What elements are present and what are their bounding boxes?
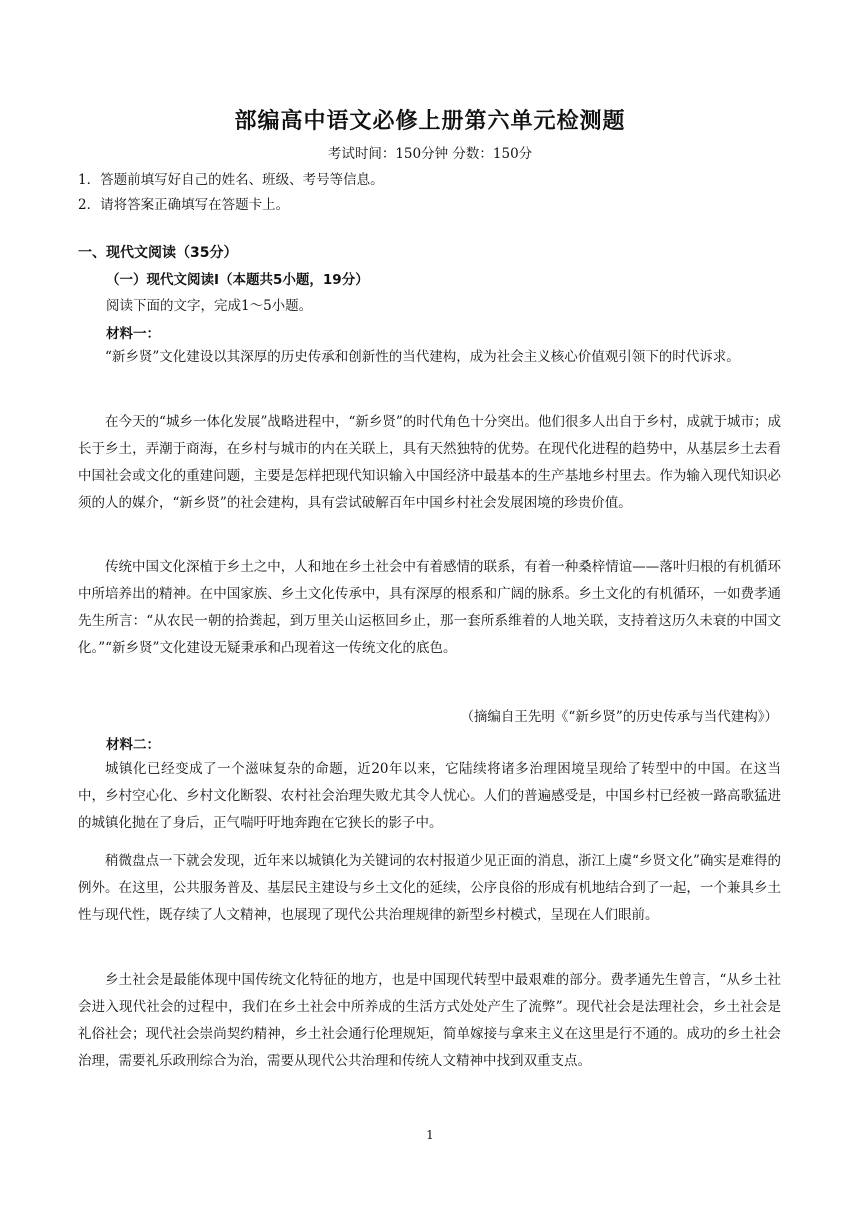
exam-info: 考试时间：150分钟 分数：150分 bbox=[327, 146, 533, 162]
material-1-paragraph: 在今天的“城乡一体化发展”战略进程中，“新乡贤”的时代角色十分突出。他们很多人出自于乡村，成就于城市；成长于乡土，弄潮于商海，在乡村与城市的内在关联上，具有天然独特的优势。在现代化进程的趋势中，从基层乡土去看中国社会或文化的重建问题，主要是怎样把现代知识输入中国经济中最基本的生产基地乡村里去。作为输入现代知识必须的人的媒介，“新乡贤”的社会建构，具有尝试破解百年中国乡村社会发展困境的珍贵价值。 bbox=[78, 414, 781, 511]
material-1-source: （摘编自王先明《“新乡贤”的历史传承与当代建构》） bbox=[460, 709, 778, 725]
material-1-label: 材料一： bbox=[106, 326, 160, 342]
material-1-paragraph: 传统中国文化深植于乡土之中，人和地在乡土社会中有着感情的联系，有着一种桑梓情谊——落叶归根的有机循环中所培养出的精神。在中国家族、乡土文化传承中，具有深厚的根系和广阔的脉系。乡土文化的有机循环，一如费孝通先生所言：“从农民一朝的拾粪起，到万里关山运柩回乡止，那一套所系维着的人地关联，支持着这历久未衰的中国文化。”“新乡贤”文化建设无疑秉承和凸现着这一传统文化的底色。 bbox=[78, 559, 781, 656]
page-number: 1 bbox=[426, 1128, 434, 1142]
instruction-note-1: 1．答题前填写好自己的姓名、班级、考号等信息。 bbox=[78, 172, 384, 188]
material-2-paragraph: 稍微盘点一下就会发现，近年来以城镇化为关键词的农村报道少见正面的消息，浙江上虞“乡贤文化”确实是难得的例外。在这里，公共服务普及、基层民主建设与乡土文化的延续，公序良俗的形成有机地结合到了一起，一个兼具乡土性与现代性，既存续了人文精神，也展现了现代公共治理规律的新型乡村模式，呈现在人们眼前。 bbox=[78, 853, 781, 923]
instruction-note-2: 2．请将答案正确填写在答题卡上。 bbox=[78, 197, 290, 213]
page-title: 部编高中语文必修上册第六单元检测题 bbox=[234, 109, 626, 134]
material-2-label: 材料二： bbox=[106, 737, 160, 753]
material-2-paragraph: 城镇化已经变成了一个滋味复杂的命题，近20年以来，它陆续将诸多治理困境呈现给了转型中的中国。在这当中，乡村空心化、乡村文化断裂、农村社会治理失败尤其令人忧心。人们的普遍感受是，中国乡村已经被一路高歌猛进的城镇化抛在了身后，正气喘吁吁地奔跑在它狭长的影子中。 bbox=[78, 761, 781, 831]
section-heading: 一、现代文阅读（35分） bbox=[78, 245, 238, 261]
reading-instruction: 阅读下面的文字，完成1～5小题。 bbox=[106, 298, 313, 314]
subsection-heading: （一）现代文阅读Ⅰ（本题共5小题，19分） bbox=[106, 272, 369, 288]
material-1-paragraph: “新乡贤”文化建设以其深厚的历史传承和创新性的当代建构，成为社会主义核心价值观引领下的时代诉求。 bbox=[105, 349, 740, 365]
material-2-paragraph: 乡土社会是最能体现中国传统文化特征的地方，也是中国现代转型中最艰难的部分。费孝通先生曾言，“从乡土社会进入现代社会的过程中，我们在乡土社会中所养成的生活方式处处产生了流弊”。现代社会是法理社会，乡土社会是礼俗社会；现代社会崇尚契约精神，乡土社会通行伦理规矩，简单嫁接与拿来主义在这里是行不通的。成功的乡土社会治理，需要礼乐政刑综合为治，需要从现代公共治理和传统人文精神中找到双重支点。 bbox=[78, 972, 781, 1069]
